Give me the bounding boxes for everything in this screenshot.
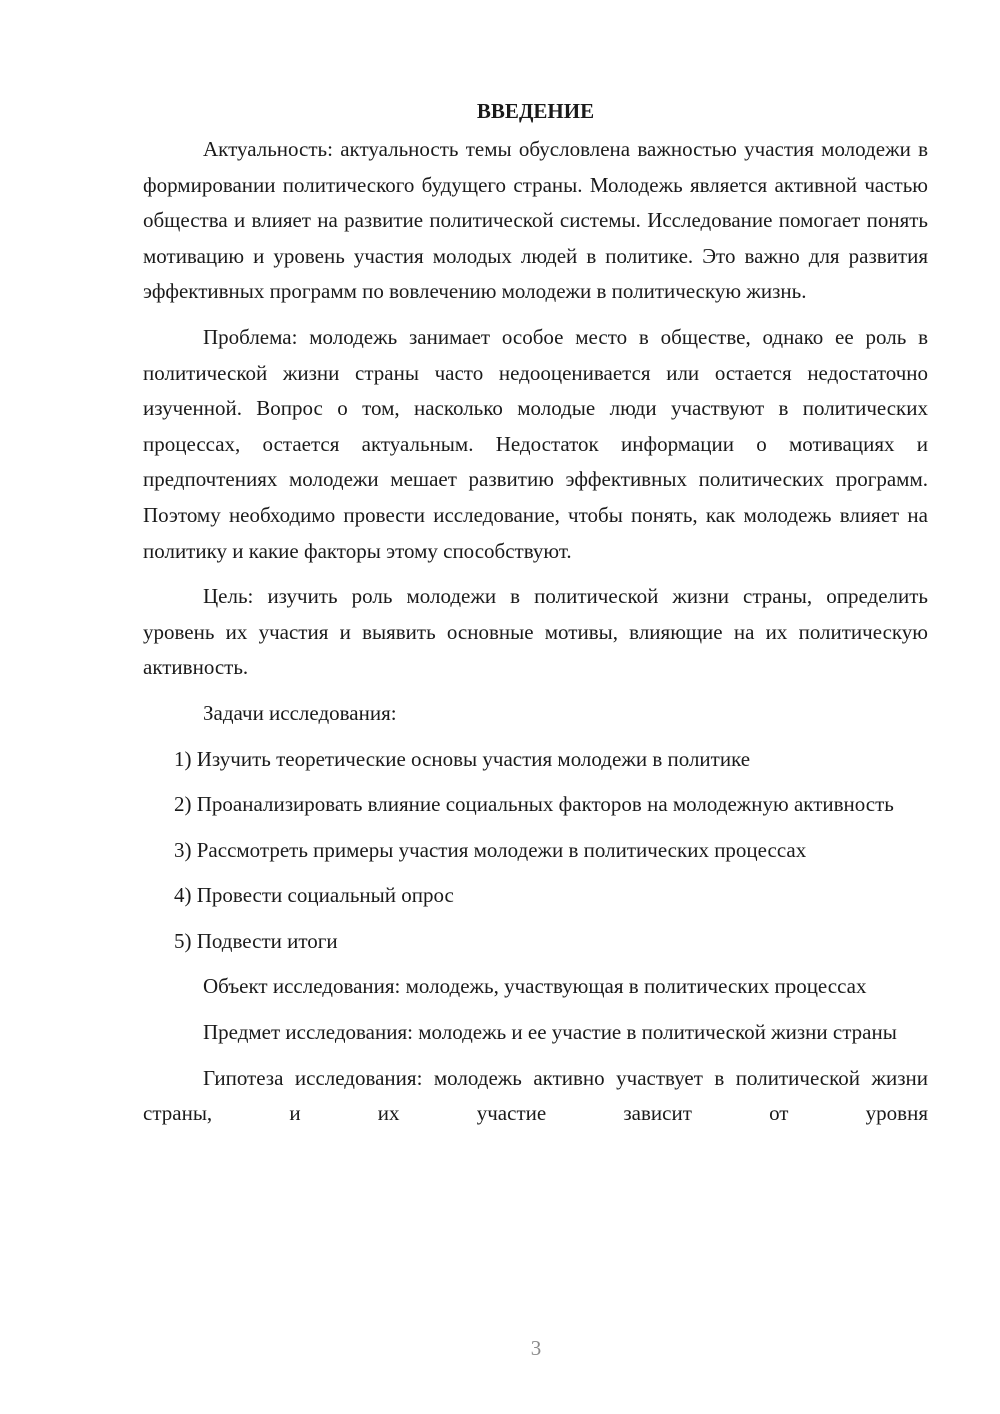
task-item-4: 4) Провести социальный опрос <box>174 883 454 908</box>
task-item-2: 2) Проанализировать влияние социальных факторов на молодежную активность <box>174 792 894 817</box>
paragraph-object: Объект исследования: молодежь, участвующая в политических процессах <box>203 974 867 999</box>
section-title: ВВЕДЕНИЕ <box>476 99 595 123</box>
task-item-5: 5) Подвести итоги <box>174 928 338 953</box>
paragraph-problem: Проблема: молодежь занимает особое место в обществе, однако ее роль в политической жизни страны часто недооценивается или остается недостаточно изученной. Вопрос о том, насколько молодые люди участвуют в политических процессах, остается актуальным. Недостаток информации о мотивациях и предпочтениях молодежи мешает развитию эффективных политических программ. Поэтому необходимо провести исследование, чтобы понять, как молодежь влияет на политику и какие факторы этому способствуют. <box>143 324 928 563</box>
paragraph-relevance: Актуальность: актуальность темы обусловлена важностью участия молодежи в формировании политического будущего страны. Молодежь является активной частью общества и влияет на развитие политической системы. Исследование помогает понять мотивацию и уровень участия молодых людей в политике. Это важно для развития эффективных программ по вовлечению молодежи в политическую жизнь. <box>143 137 928 304</box>
page-number: 3 <box>530 1336 542 1360</box>
paragraph-hypothesis: Гипотеза исследования: молодежь активно участвует в политической жизни страны, и их участие зависит от уровня <box>143 1065 928 1126</box>
task-item-3: 3) Рассмотреть примеры участия молодежи в политических процессах <box>174 837 807 862</box>
paragraph-subject: Предмет исследования: молодежь и ее участие в политической жизни страны <box>203 1020 897 1045</box>
paragraph-goal: Цель: изучить роль молодежи в политической жизни страны, определить уровень их участия и выявить основные мотивы, влияющие на их политическую активность. <box>143 584 928 680</box>
tasks-heading: Задачи исследования: <box>203 700 397 725</box>
document-page <box>143 96 928 1142</box>
task-item-1: 1) Изучить теоретические основы участия молодежи в политике <box>174 746 751 771</box>
